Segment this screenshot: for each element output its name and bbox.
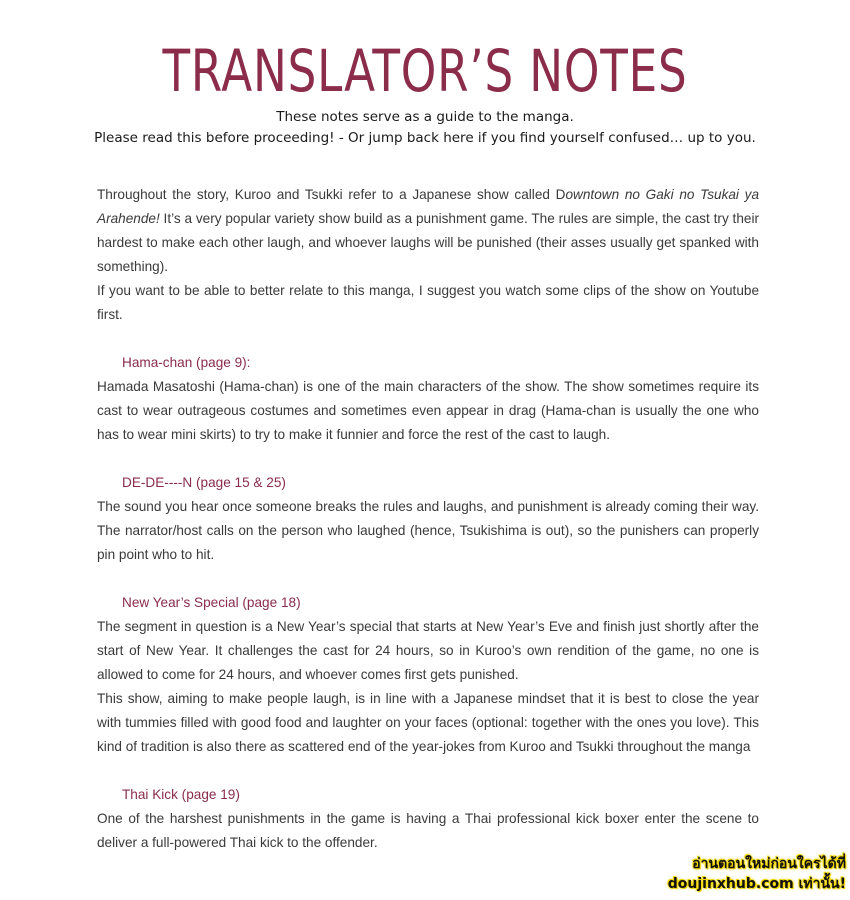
note-heading-de-de-n: DE-DE----N (page 15 & 25) bbox=[122, 475, 286, 490]
note-body-thai-kick: One of the harshest punishments in the game is having a Thai professional kick boxer enter the scene to deliver a full-powered Thai kick to the offender. bbox=[97, 811, 759, 850]
intro-paragraph-2: If you want to be able to better relate to this manga, I suggest you watch some clips of the show on Youtube first. bbox=[97, 283, 759, 322]
spacer bbox=[97, 759, 759, 783]
watermark-line-2: doujinxhub.com เท่านั้น! bbox=[667, 876, 846, 892]
note-heading-thai-kick: Thai Kick (page 19) bbox=[122, 787, 240, 802]
note-heading-new-years-special: New Year’s Special (page 18) bbox=[122, 595, 301, 610]
intro-paragraph bbox=[97, 183, 759, 279]
note-heading-hama-chan: Hama-chan (page 9): bbox=[122, 355, 251, 370]
watermark-line-1: อ่านตอนใหม่ก่อนใครได้ที่ bbox=[692, 856, 846, 872]
note-body-new-years-special: The segment in question is a New Year’s special that starts at New Year’s Eve and finish just shortly after the start of New Year. It challenges the cast for 24 hours, so in Kuroo’s own rendition of the game, no one is allowed to come for 24 hours, and whoever comes first gets punished. bbox=[97, 619, 759, 682]
subtitle-line-1: These notes serve as a guide to the manga. bbox=[276, 109, 574, 125]
subtitle-line-2: Please read this before proceeding! - Or jump back here if you find yourself confused… up to you. bbox=[94, 130, 756, 146]
page-title: TRANSLATOR’S NOTES bbox=[162, 37, 688, 105]
intro-text-start: Throughout the story, Kuroo and Tsukki refer to a Japanese show called D bbox=[97, 187, 566, 202]
show-title: owntown no Gaki no Tsukai ya Arahende! bbox=[97, 187, 760, 226]
intro-text-end: It’s a very popular variety show build as a punishment game. The rules are simple, the cast try their hardest to make each other laugh, and whoever laughs will be punished (their asses usually get spanked with something). bbox=[97, 211, 759, 274]
spacer bbox=[97, 327, 759, 351]
note-body-new-years-special-2: This show, aiming to make people laugh, is in line with a Japanese mindset that it is best to close the year with tummies filled with good food and laughter on your faces (optional: together with the ones you love). This kind of tradition is also there as scattered end of the year-jokes from Kuroo and Tsukki throughout the manga bbox=[97, 691, 759, 754]
spacer bbox=[97, 567, 759, 591]
site-watermark bbox=[668, 854, 846, 894]
note-body-de-de-n: The sound you hear once someone breaks the rules and laughs, and punishment is already coming their way. The narrator/host calls on the person who laughed (hence, Tsukishima is out), so the punishers can properly pin point who to hit. bbox=[97, 499, 759, 562]
notes-content bbox=[97, 183, 759, 855]
note-body-hama-chan: Hamada Masatoshi (Hama-chan) is one of the main characters of the show. The show sometimes require its cast to wear outrageous costumes and sometimes even appear in drag (Hama-chan is usually the one who has to wear mini skirts) to try to make it funnier and force the rest of the cast to laugh. bbox=[97, 379, 759, 442]
spacer bbox=[97, 447, 759, 471]
